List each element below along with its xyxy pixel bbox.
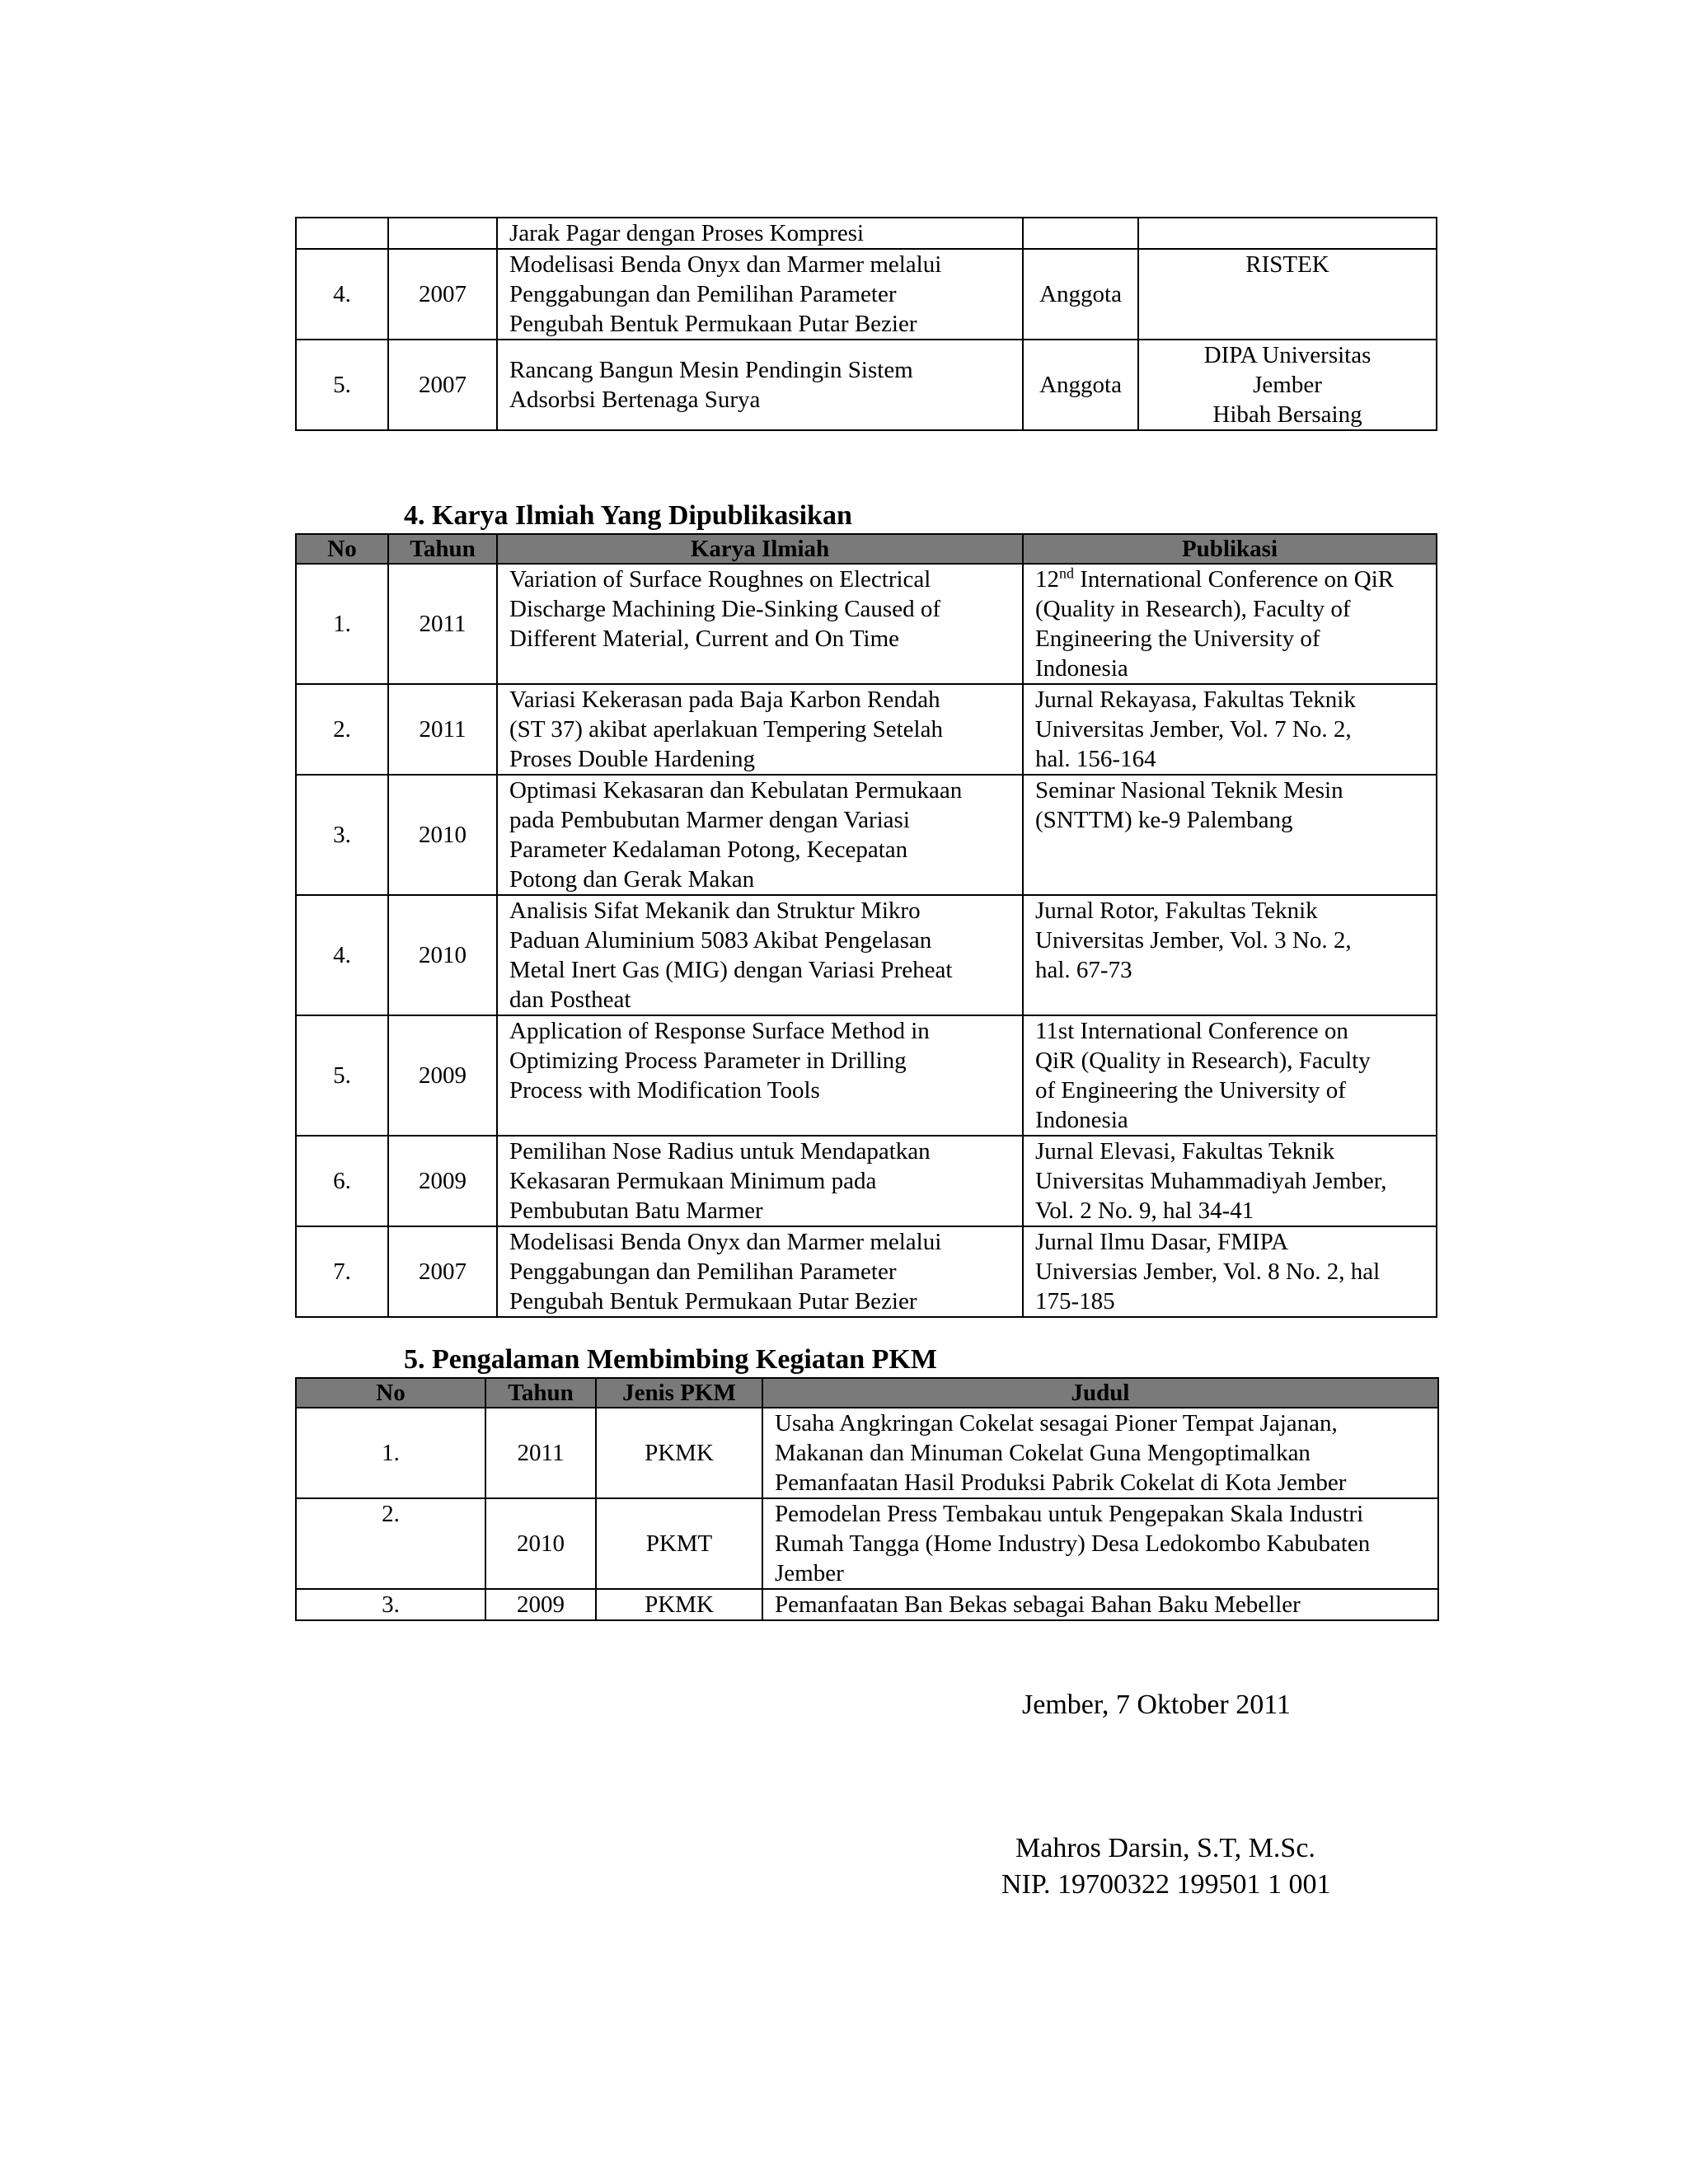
row-paper-title-line: Variation of Surface Roughnes on Electrical	[509, 566, 931, 593]
row-publication-line: of Engineering the University of	[1035, 1077, 1346, 1104]
row-paper-title-line: Penggabungan dan Pemilihan Parameter	[509, 1258, 897, 1285]
table-row	[296, 1015, 1437, 1136]
row-paper-title-line: Paduan Aluminium 5083 Akibat Pengelasan	[509, 927, 932, 954]
table-row	[296, 1589, 1438, 1620]
row-publication-line: 11st International Conference on	[1035, 1018, 1348, 1044]
table-row	[296, 1408, 1438, 1498]
row-paper-title-line: Variasi Kekerasan pada Baja Karbon Rendah	[509, 687, 940, 713]
row-publication-line: Jurnal Rekayasa, Fakultas Teknik	[1035, 687, 1356, 713]
row-title	[497, 218, 1023, 249]
publications-table	[295, 533, 1437, 1318]
row-pkm-type: PKMK	[596, 1408, 762, 1498]
row-publication-line: QiR (Quality in Research), Faculty	[1035, 1047, 1371, 1074]
row-role: Anggota	[1023, 340, 1138, 430]
table-header-row	[296, 1378, 1438, 1408]
column-header: Jenis PKM	[596, 1378, 762, 1408]
signature-place-date: Jember, 7 Oktober 2011	[1022, 1690, 1291, 1720]
row-title-line: Adsorbsi Bertenaga Surya	[509, 387, 761, 413]
row-year: 2011	[388, 564, 497, 684]
row-year: 2009	[388, 1015, 497, 1136]
row-year: 2007	[388, 1226, 497, 1317]
row-year: 2011	[485, 1408, 596, 1498]
row-publication	[1023, 895, 1437, 1015]
table-row	[296, 1226, 1437, 1317]
row-pkm-title-line: Jember	[775, 1560, 844, 1586]
row-publication-line: Universitas Jember, Vol. 7 No. 2,	[1035, 716, 1352, 743]
section5-heading: 5. Pengalaman Membimbing Kegiatan PKM	[404, 1344, 937, 1375]
row-publication-line: Universitas Jember, Vol. 3 No. 2,	[1035, 927, 1352, 954]
column-header: Karya Ilmiah	[497, 534, 1023, 564]
row-pkm-title-line: Pemanfaatan Ban Bekas sebagai Bahan Baku Mebeller	[775, 1591, 1301, 1618]
row-paper-title	[497, 564, 1023, 684]
section4-heading: 4. Karya Ilmiah Yang Dipublikasikan	[404, 500, 852, 531]
row-pkm-type: PKMK	[596, 1589, 762, 1620]
row-funding	[1138, 249, 1437, 340]
row-paper-title-line: Pembubutan Batu Marmer	[509, 1197, 763, 1224]
row-publication	[1023, 564, 1437, 684]
row-publication-line: (SNTTM) ke-9 Palembang	[1035, 807, 1293, 833]
row-no: 3.	[296, 775, 388, 895]
table-row	[296, 249, 1437, 340]
row-pkm-type: PKMT	[596, 1498, 762, 1589]
row-title	[497, 340, 1023, 430]
row-pkm-title	[762, 1498, 1438, 1589]
column-header: Judul	[762, 1378, 1438, 1408]
row-paper-title-line: Optimizing Process Parameter in Drilling	[509, 1047, 907, 1074]
row-paper-title	[497, 1015, 1023, 1136]
row-year: 2010	[388, 895, 497, 1015]
row-year: 2010	[388, 775, 497, 895]
row-year: 2007	[388, 340, 497, 430]
row-no: 1.	[296, 1408, 485, 1498]
row-paper-title-line: Different Material, Current and On Time	[509, 626, 900, 652]
row-year: 2007	[388, 249, 497, 340]
row-paper-title-line: dan Postheat	[509, 987, 631, 1013]
row-paper-title	[497, 684, 1023, 775]
row-publication-line: Indonesia	[1035, 655, 1128, 682]
row-publication-line: hal. 67-73	[1035, 957, 1132, 983]
row-paper-title-line: Proses Double Hardening	[509, 746, 756, 772]
table-row	[296, 218, 1437, 249]
row-paper-title	[497, 1136, 1023, 1226]
table-row	[296, 340, 1437, 430]
table-row	[296, 775, 1437, 895]
column-header: Publikasi	[1023, 534, 1437, 564]
row-year	[388, 218, 497, 249]
row-paper-title-line: Kekasaran Permukaan Minimum pada	[509, 1168, 877, 1194]
row-funding-line: Hibah Bersaing	[1212, 401, 1362, 428]
pkm-table	[295, 1377, 1439, 1621]
row-title-line: Rancang Bangun Mesin Pendingin Sistem	[509, 357, 913, 383]
row-no: 5.	[296, 340, 388, 430]
row-no: 1.	[296, 564, 388, 684]
row-role: Anggota	[1023, 249, 1138, 340]
row-no: 4.	[296, 249, 388, 340]
row-pkm-title-line: Pemanfaatan Hasil Produksi Pabrik Cokelat di Kota Jember	[775, 1469, 1347, 1496]
row-no: 6.	[296, 1136, 388, 1226]
table-row	[296, 1136, 1437, 1226]
row-publication-line: hal. 156-164	[1035, 746, 1156, 772]
row-publication	[1023, 1136, 1437, 1226]
row-publication-line: Engineering the University of	[1035, 626, 1320, 652]
row-pkm-title-line: Rumah Tangga (Home Industry) Desa Ledokombo Kabubaten	[775, 1530, 1371, 1557]
row-paper-title-line: Modelisasi Benda Onyx dan Marmer melalui	[509, 1229, 942, 1255]
table-header-row	[296, 534, 1437, 564]
row-publication-line: Vol. 2 No. 9, hal 34-41	[1035, 1197, 1254, 1224]
row-publication-line: Universias Jember, Vol. 8 No. 2, hal	[1035, 1258, 1381, 1285]
row-title-line: Modelisasi Benda Onyx dan Marmer melalui	[509, 251, 942, 278]
row-publication	[1023, 1015, 1437, 1136]
row-pkm-title-line: Usaha Angkringan Cokelat sesagai Pioner Tempat Jajanan,	[775, 1410, 1338, 1436]
row-no: 4.	[296, 895, 388, 1015]
row-funding-line: DIPA Universitas	[1203, 342, 1372, 368]
row-title-line: Pengubah Bentuk Permukaan Putar Bezier	[509, 311, 917, 337]
row-paper-title-line: pada Pembubutan Marmer dengan Variasi	[509, 807, 910, 833]
row-no: 2.	[296, 1498, 485, 1589]
row-no: 7.	[296, 1226, 388, 1317]
row-funding-line: Jember	[1253, 372, 1322, 398]
column-header: Tahun	[485, 1378, 596, 1408]
row-publication-line: Universitas Muhammadiyah Jember,	[1035, 1168, 1387, 1194]
row-paper-title-line: Process with Modification Tools	[509, 1077, 820, 1104]
row-paper-title	[497, 895, 1023, 1015]
row-no: 2.	[296, 684, 388, 775]
row-pkm-title-line: Makanan dan Minuman Cokelat Guna Mengoptimalkan	[775, 1440, 1311, 1466]
row-publication-line: Indonesia	[1035, 1107, 1128, 1133]
row-publication	[1023, 684, 1437, 775]
row-paper-title-line: Optimasi Kekasaran dan Kebulatan Permukaan	[509, 777, 963, 804]
row-year: 2009	[485, 1589, 596, 1620]
column-header: No	[296, 1378, 485, 1408]
row-funding	[1138, 218, 1437, 249]
row-publication	[1023, 775, 1437, 895]
row-paper-title-line: (ST 37) akibat aperlakuan Tempering Setelah	[509, 716, 943, 743]
table-row	[296, 684, 1437, 775]
table-row	[296, 895, 1437, 1015]
row-funding	[1138, 340, 1437, 430]
row-publication-line: 175-185	[1035, 1288, 1115, 1315]
column-header: Tahun	[388, 534, 497, 564]
row-pkm-title	[762, 1589, 1438, 1620]
row-no: 3.	[296, 1589, 485, 1620]
row-publication-line: (Quality in Research), Faculty of	[1035, 596, 1351, 622]
row-no	[296, 218, 388, 249]
table-row	[296, 564, 1437, 684]
row-title-line: Jarak Pagar dengan Proses Kompresi	[509, 220, 865, 246]
row-year: 2009	[388, 1136, 497, 1226]
row-paper-title-line: Parameter Kedalaman Potong, Kecepatan	[509, 837, 908, 863]
row-publication-line: Seminar Nasional Teknik Mesin	[1035, 777, 1343, 804]
signature-name: Mahros Darsin, S.T, M.Sc.	[1015, 1833, 1315, 1863]
row-paper-title-line: Potong dan Gerak Makan	[509, 866, 755, 893]
row-paper-title-line: Application of Response Surface Method in	[509, 1018, 930, 1044]
row-paper-title-line: Pengubah Bentuk Permukaan Putar Bezier	[509, 1288, 917, 1315]
row-year: 2011	[388, 684, 497, 775]
row-role	[1023, 218, 1138, 249]
row-title-line: Penggabungan dan Pemilihan Parameter	[509, 281, 897, 307]
research-table	[295, 217, 1437, 431]
row-publication-line: Jurnal Elevasi, Fakultas Teknik	[1035, 1138, 1335, 1165]
table-row	[296, 1498, 1438, 1589]
row-paper-title-line: Analisis Sifat Mekanik dan Struktur Mikro	[509, 898, 921, 924]
row-publication	[1023, 1226, 1437, 1317]
row-no: 5.	[296, 1015, 388, 1136]
row-publication-line: Jurnal Rotor, Fakultas Teknik	[1035, 898, 1318, 924]
row-paper-title-line: Discharge Machining Die-Sinking Caused of	[509, 596, 940, 622]
row-paper-title	[497, 1226, 1023, 1317]
row-paper-title	[497, 775, 1023, 895]
signature-nip: NIP. 19700322 199501 1 001	[1001, 1869, 1331, 1900]
row-pkm-title-line: Pemodelan Press Tembakau untuk Pengepakan Skala Industri	[775, 1501, 1364, 1527]
row-paper-title-line: Pemilihan Nose Radius untuk Mendapatkan	[509, 1138, 931, 1165]
row-funding-line: RISTEK	[1245, 251, 1329, 278]
row-title	[497, 249, 1023, 340]
row-year: 2010	[485, 1498, 596, 1589]
row-publication-line: 12nd International Conference on QiR	[1035, 565, 1395, 593]
row-paper-title-line: Metal Inert Gas (MIG) dengan Variasi Preheat	[509, 957, 953, 983]
row-pkm-title	[762, 1408, 1438, 1498]
row-publication-line: Jurnal Ilmu Dasar, FMIPA	[1035, 1229, 1289, 1255]
column-header: No	[296, 534, 388, 564]
